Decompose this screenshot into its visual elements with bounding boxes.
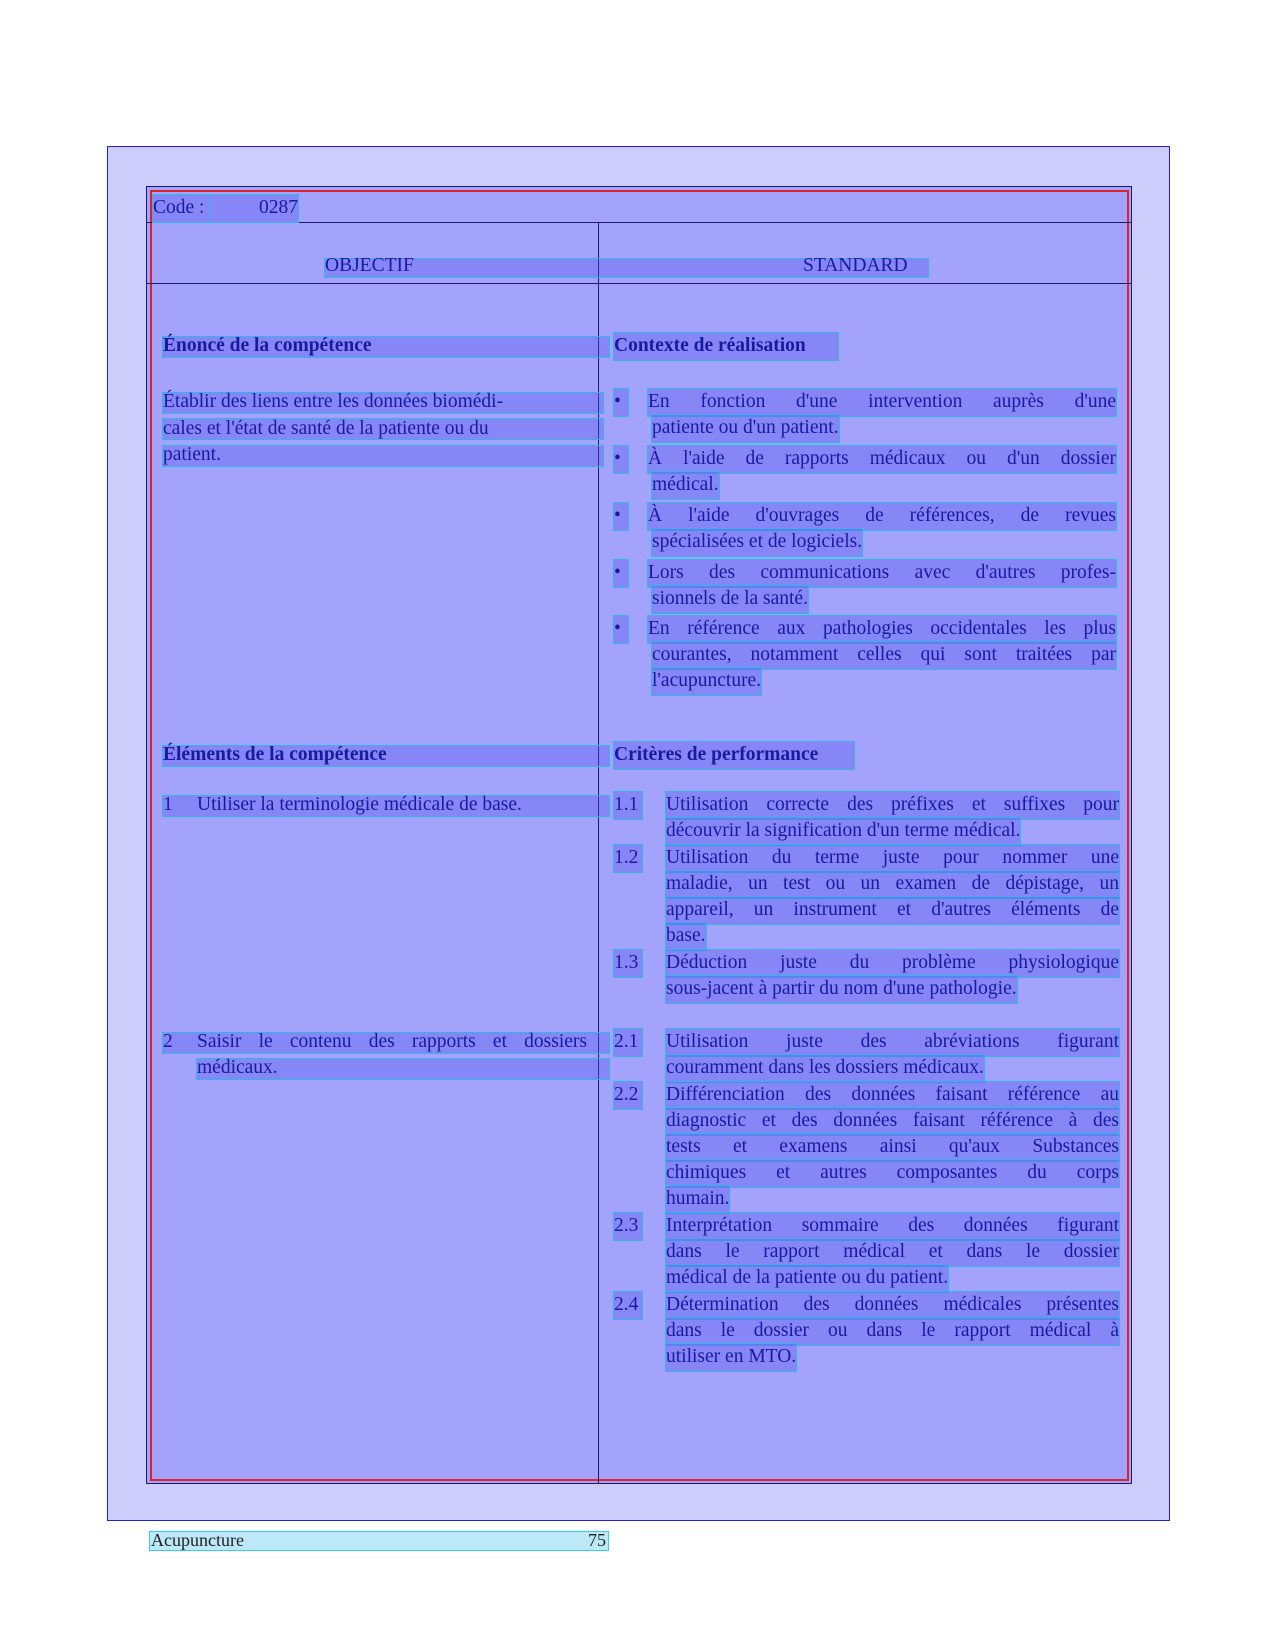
critere-number: 1.2	[614, 845, 642, 872]
critere-line: appareil, un instrument et d'autres éléments de	[666, 897, 1119, 924]
contexte-line: patiente ou d'un patient.	[652, 415, 839, 442]
contexte-item	[614, 446, 1116, 503]
critere-line: médical de la patiente ou du patient.	[666, 1265, 948, 1292]
enonce-line: cales et l'état de santé de la patiente ou du	[163, 417, 489, 439]
critere-line: utiliser en MTO.	[666, 1344, 796, 1371]
critere-item	[614, 1213, 1119, 1292]
bullet: •	[614, 616, 628, 643]
critere-line: découvrir la signification d'un terme médical.	[666, 818, 1020, 845]
enonce-line: patient.	[163, 444, 221, 465]
critere-line: Déduction juste du problème physiologique	[666, 950, 1119, 977]
enonce-line: Établir des liens entre les données biomédi-	[163, 391, 504, 412]
elements-heading: Éléments de la compétence	[163, 744, 387, 765]
critere-line: diagnostic et des données faisant référence à des	[666, 1108, 1119, 1135]
contexte-list	[614, 389, 1116, 696]
critere-number: 2.1	[614, 1029, 642, 1056]
criteres-heading: Critères de performance	[614, 742, 854, 769]
critere-line: sous-jacent à partir du nom d'une pathologie.	[666, 976, 1017, 1003]
critere-number: 2.2	[614, 1082, 642, 1109]
critere-item	[614, 1029, 1119, 1082]
element-line: Saisir le contenu des rapports et dossiers	[197, 1031, 587, 1052]
element-number: 1	[163, 794, 173, 815]
contexte-line: l'acupuncture.	[652, 668, 761, 695]
critere-item	[614, 950, 1119, 1029]
critere-number: 1.1	[614, 792, 642, 819]
critere-line: Détermination des données médicales présentes	[666, 1292, 1119, 1319]
column-header-standard: STANDARD	[803, 255, 908, 276]
element-number: 2	[163, 1031, 173, 1052]
critere-line: tests et examens ainsi qu'aux Substances	[666, 1134, 1119, 1161]
contexte-heading: Contexte de réalisation	[614, 333, 838, 360]
bullet: •	[614, 446, 628, 473]
enonce-heading: Énoncé de la compétence	[163, 335, 372, 356]
contexte-line: spécialisées et de logiciels.	[652, 529, 862, 556]
contexte-line: courantes, notamment celles qui sont traitées par	[652, 642, 1116, 669]
critere-number: 1.3	[614, 950, 642, 977]
bullet: •	[614, 503, 628, 530]
code-value: 0287	[209, 195, 298, 222]
critere-line: Interprétation sommaire des données figurant	[666, 1213, 1119, 1240]
contexte-line: En référence aux pathologies occidentales les plus	[648, 616, 1116, 643]
critere-item	[614, 845, 1119, 950]
critere-line: chimiques et autres composantes du corps	[666, 1160, 1119, 1187]
element-line: Utiliser la terminologie médicale de base.	[197, 794, 522, 815]
critere-line: Utilisation juste des abréviations figurant	[666, 1029, 1119, 1056]
contexte-line: À l'aide d'ouvrages de références, de revues	[648, 503, 1116, 530]
critere-line: Utilisation du terme juste pour nommer une	[666, 845, 1119, 872]
contexte-item	[614, 560, 1116, 616]
critere-line: Utilisation correcte des préfixes et suffixes pour	[666, 792, 1119, 819]
contexte-line: médical.	[652, 472, 719, 499]
critere-line: dans le dossier ou dans le rapport médical à	[666, 1318, 1119, 1345]
criteres-list	[614, 792, 1119, 1371]
contexte-line: À l'aide de rapports médicaux ou d'un dossier	[648, 446, 1116, 473]
table-divider-top	[146, 222, 1132, 223]
bullet: •	[614, 389, 628, 416]
critere-number: 2.4	[614, 1292, 642, 1319]
critere-line: dans le rapport médical et dans le dossier	[666, 1239, 1119, 1266]
contexte-item	[614, 616, 1116, 696]
critere-line: Différenciation des données faisant référence au	[666, 1082, 1119, 1109]
critere-item	[614, 1292, 1119, 1371]
contexte-line: Lors des communications avec d'autres profes-	[648, 560, 1116, 587]
contexte-item	[614, 503, 1116, 560]
enonce-text	[163, 389, 563, 469]
element-line: médicaux.	[197, 1057, 278, 1078]
code-label: Code :	[153, 195, 208, 222]
page-number: 75	[588, 1530, 606, 1550]
footer-title: Acupuncture	[151, 1530, 244, 1550]
critere-line: maladie, un test ou un examen de dépistage, un	[666, 871, 1119, 898]
contexte-line: sionnels de la santé.	[652, 586, 808, 613]
critere-line: humain.	[666, 1186, 729, 1213]
critere-number: 2.3	[614, 1213, 642, 1240]
critere-item	[614, 792, 1119, 845]
table-divider-header	[146, 283, 1132, 284]
contexte-line: En fonction d'une intervention auprès d'une	[648, 389, 1116, 416]
critere-line: couramment dans les dossiers médicaux.	[666, 1055, 984, 1082]
bullet: •	[614, 560, 628, 587]
critere-item	[614, 1082, 1119, 1213]
critere-line: base.	[666, 923, 706, 950]
contexte-item	[614, 389, 1116, 446]
column-header-objectif: OBJECTIF	[325, 255, 414, 276]
